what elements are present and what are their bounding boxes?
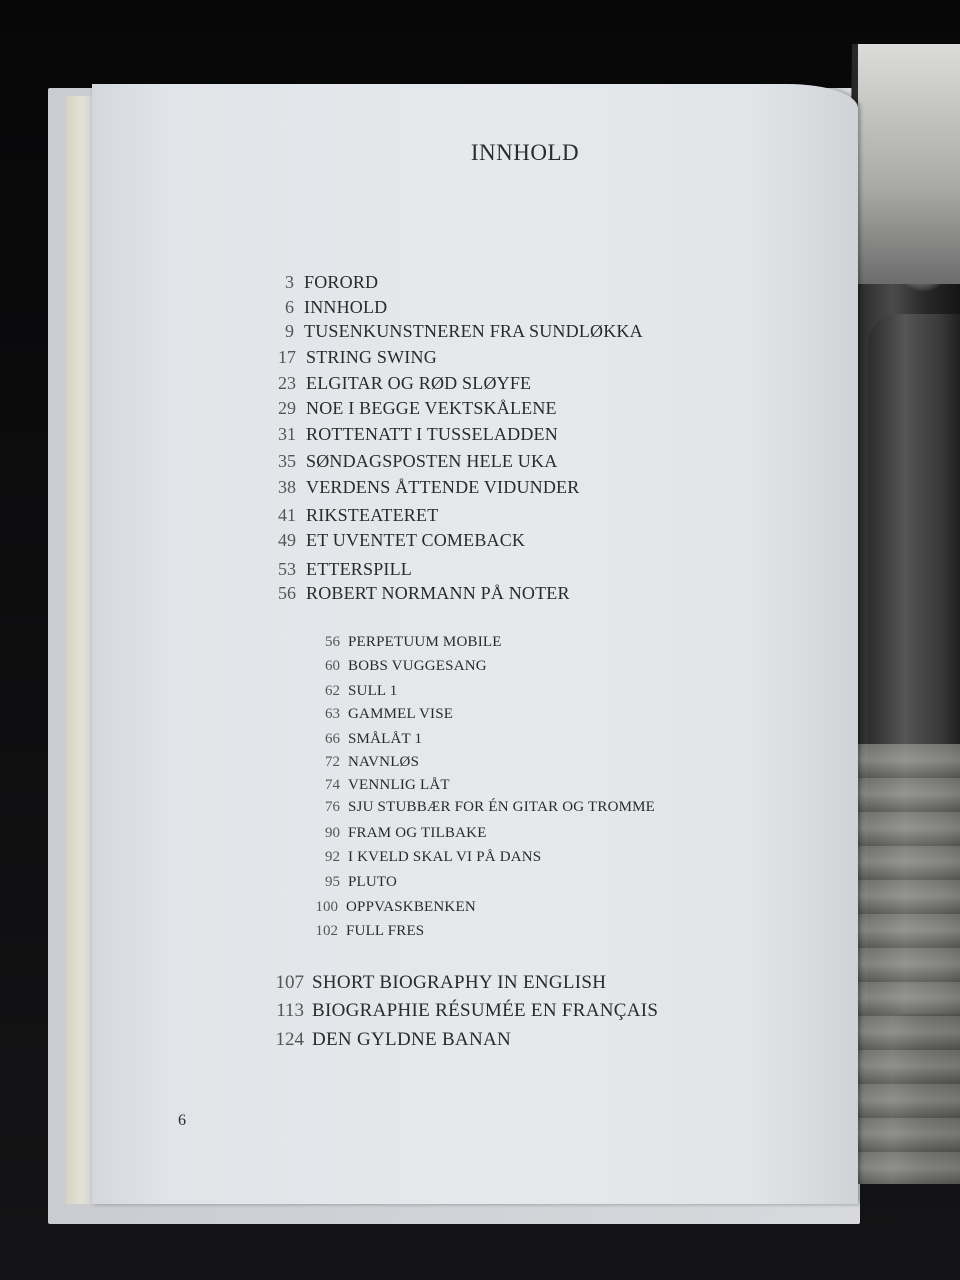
toc-page-number: 107 <box>275 972 304 993</box>
toc-page-number: 100 <box>315 899 338 915</box>
toc-title: SMÅLÅT 1 <box>348 731 423 747</box>
toc-page-number: 102 <box>315 923 338 939</box>
toc-title: NAVNLØS <box>348 754 420 770</box>
toc-title: SJU STUBBÆR FOR ÉN GITAR OG TROMME <box>348 799 656 815</box>
toc-page-number: 74 <box>325 777 340 793</box>
toc-page-number: 124 <box>275 1029 304 1050</box>
toc-title: TUSENKUNSTNEREN FRA SUNDLØKKA <box>304 321 643 341</box>
page-edge <box>66 96 94 1204</box>
toc-title: BIOGRAPHIE RÉSUMÉE EN FRANÇAIS <box>312 1000 659 1021</box>
toc-page-number: 35 <box>278 451 296 471</box>
toc-title: SULL 1 <box>348 683 398 699</box>
toc-title: ETTERSPILL <box>306 559 412 579</box>
toc-page-number: 31 <box>278 424 296 444</box>
toc-title: SØNDAGSPOSTEN HELE UKA <box>306 451 558 471</box>
toc-page-number: 92 <box>325 849 340 865</box>
toc-title: I KVELD SKAL VI PÅ DANS <box>348 849 542 865</box>
toc-page-number: 62 <box>325 683 340 699</box>
toc-title: GAMMEL VISE <box>348 706 454 722</box>
toc-title: FULL FRES <box>346 923 425 939</box>
toc-page-number: 72 <box>325 754 340 770</box>
toc-page-number: 23 <box>278 373 296 393</box>
toc-page-number: 113 <box>276 1000 304 1021</box>
toc-title: FORORD <box>304 272 379 292</box>
toc-page-number: 63 <box>325 706 340 722</box>
toc-title: DEN GYLDNE BANAN <box>312 1029 512 1050</box>
toc-title: VERDENS ÅTTENDE VIDUNDER <box>306 477 580 497</box>
toc-page-number: 60 <box>325 658 340 674</box>
toc-page-number: 90 <box>325 825 340 841</box>
page-number: 6 <box>178 1112 186 1129</box>
toc-page-number: 6 <box>285 297 294 317</box>
toc-title: RIKSTEATERET <box>306 505 439 525</box>
toc-page-number: 9 <box>285 321 294 341</box>
toc-title: SHORT BIOGRAPHY IN ENGLISH <box>312 972 607 993</box>
toc-title: PERPETUUM MOBILE <box>348 634 502 650</box>
toc-page-number: 49 <box>278 530 296 550</box>
toc-page-number: 95 <box>325 874 340 890</box>
toc-page-number: 56 <box>278 583 296 603</box>
toc-page-number: 38 <box>278 477 296 497</box>
toc-title: VENNLIG LÅT <box>348 777 450 793</box>
toc-title: NOE I BEGGE VEKTSKÅLENE <box>306 398 557 418</box>
toc-page-number: 29 <box>278 398 296 418</box>
page-title: INNHOLD <box>470 140 580 165</box>
toc-title: ET UVENTET COMEBACK <box>306 530 526 550</box>
toc-title: ROTTENATT I TUSSELADDEN <box>306 424 558 444</box>
toc-title: ELGITAR OG RØD SLØYFE <box>306 373 532 393</box>
toc-page-number: 53 <box>278 559 296 579</box>
toc-page-number: 66 <box>325 731 340 747</box>
toc-title: INNHOLD <box>304 297 388 317</box>
toc-page-number: 17 <box>278 347 296 367</box>
toc-page-number: 56 <box>325 634 340 650</box>
toc-page-number: 76 <box>325 799 340 815</box>
toc-page-number: 3 <box>285 272 294 292</box>
toc-title: STRING SWING <box>306 347 437 367</box>
toc-title: ROBERT NORMANN PÅ NOTER <box>306 583 570 603</box>
toc-title: BOBS VUGGESANG <box>348 658 487 674</box>
toc-page-number: 41 <box>278 505 296 525</box>
toc-title: OPPVASKBENKEN <box>346 899 476 915</box>
toc-title: FRAM OG TILBAKE <box>348 825 487 841</box>
toc-title: PLUTO <box>348 874 398 890</box>
